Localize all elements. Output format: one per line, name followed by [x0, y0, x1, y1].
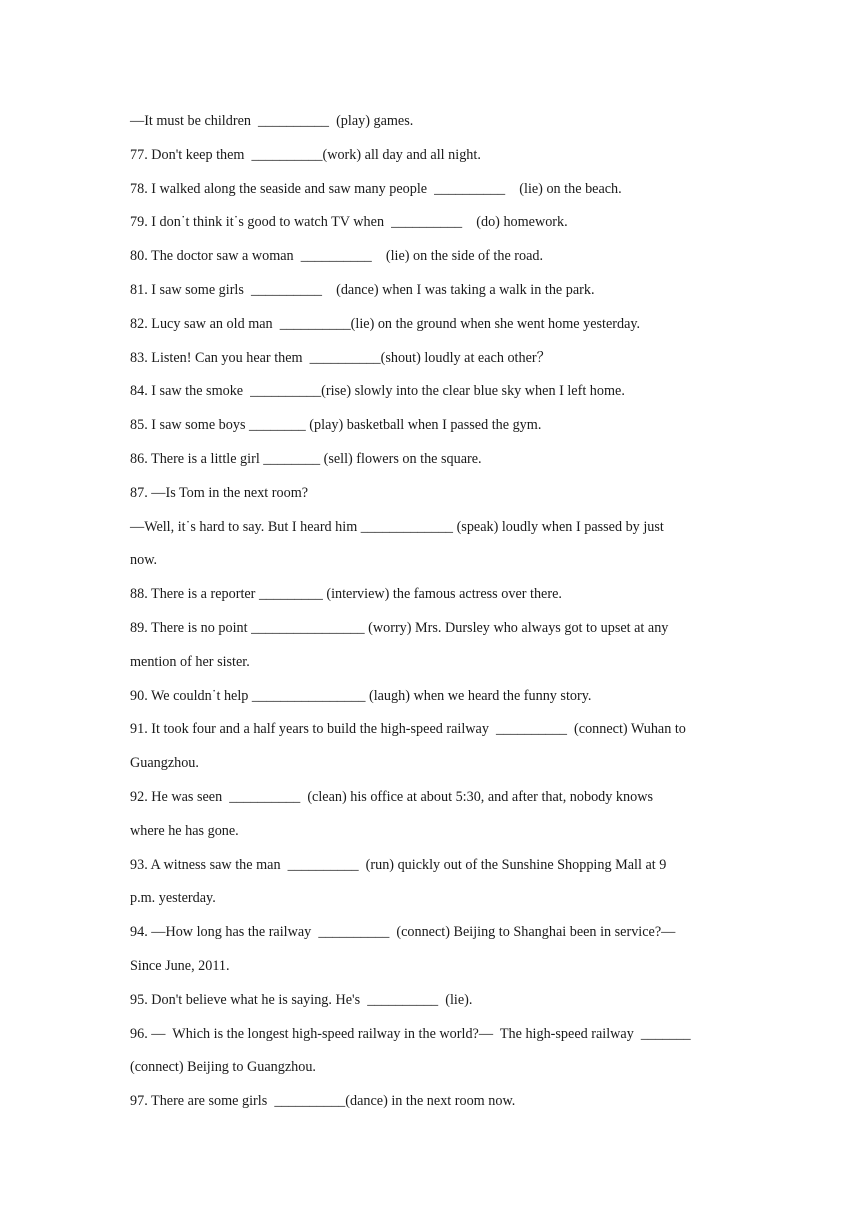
question-78: 78. I walked along the seaside and saw many people __________ (lie) on the beach.: [130, 180, 622, 197]
question-89: 89. There is no point ________________ (worry) Mrs. Dursley who always got to upset at any: [130, 619, 669, 636]
question-79: 79. I don˙t think it˙s good to watch TV when __________ (do) homework.: [130, 214, 568, 231]
question-87-continued: now.: [130, 552, 158, 569]
question-96: 96. — Which is the longest high-speed railway in the world?— The high-speed railway _______: [130, 1025, 691, 1042]
question-93: 93. A witness saw the man __________ (run) quickly out of the Sunshine Shopping Mall at 9: [130, 856, 667, 873]
question-80: 80. The doctor saw a woman __________ (lie) on the side of the road.: [130, 248, 544, 265]
question-86: 86. There is a little girl ________ (sell) flowers on the square.: [130, 450, 482, 467]
question-91: 91. It took four and a half years to build the high-speed railway __________ (connect) Wuhan to: [130, 721, 686, 738]
question-84: 84. I saw the smoke __________(rise) slowly into the clear blue sky when I left home.: [130, 383, 625, 400]
question-87-answer: —Well, it˙s hard to say. But I heard him _____________ (speak) loudly when I passed by just: [130, 518, 664, 535]
question-85: 85. I saw some boys ________ (play) basketball when I passed the gym.: [130, 417, 542, 434]
question-line: —It must be children __________ (play) games.: [130, 113, 414, 129]
question-87: 87. —Is Tom in the next room?: [130, 484, 309, 501]
question-94-continued: Since June, 2011.: [130, 957, 230, 974]
question-81: 81. I saw some girls __________ (dance) when I was taking a walk in the park.: [130, 281, 595, 298]
question-83: 83. Listen! Can you hear them __________(shout) loudly at each other？: [130, 349, 551, 366]
question-95: 95. Don't believe what he is saying. He's __________ (lie).: [130, 991, 473, 1008]
question-91-continued: Guangzhou.: [130, 755, 199, 772]
question-93-continued: p.m. yesterday.: [130, 890, 216, 907]
question-92: 92. He was seen __________ (clean) his office at about 5:30, and after that, nobody knows: [130, 788, 653, 805]
question-77: 77. Don't keep them __________(work) all day and all night.: [130, 146, 481, 163]
question-88: 88. There is a reporter _________ (interview) the famous actress over there.: [130, 586, 562, 603]
question-92-continued: where he has gone.: [130, 822, 239, 839]
question-89-continued: mention of her sister.: [130, 653, 250, 670]
question-94: 94. —How long has the railway __________ (connect) Beijing to Shanghai been in service?—: [130, 924, 676, 941]
question-90: 90. We couldn˙t help ________________ (laugh) when we heard the funny story.: [130, 687, 592, 704]
question-82: 82. Lucy saw an old man __________(lie) on the ground when she went home yesterday.: [130, 315, 641, 332]
question-96-continued: (connect) Beijing to Guangzhou.: [130, 1059, 316, 1076]
question-97: 97. There are some girls __________(dance) in the next room now.: [130, 1093, 516, 1110]
worksheet-page: [130, 108, 740, 1122]
